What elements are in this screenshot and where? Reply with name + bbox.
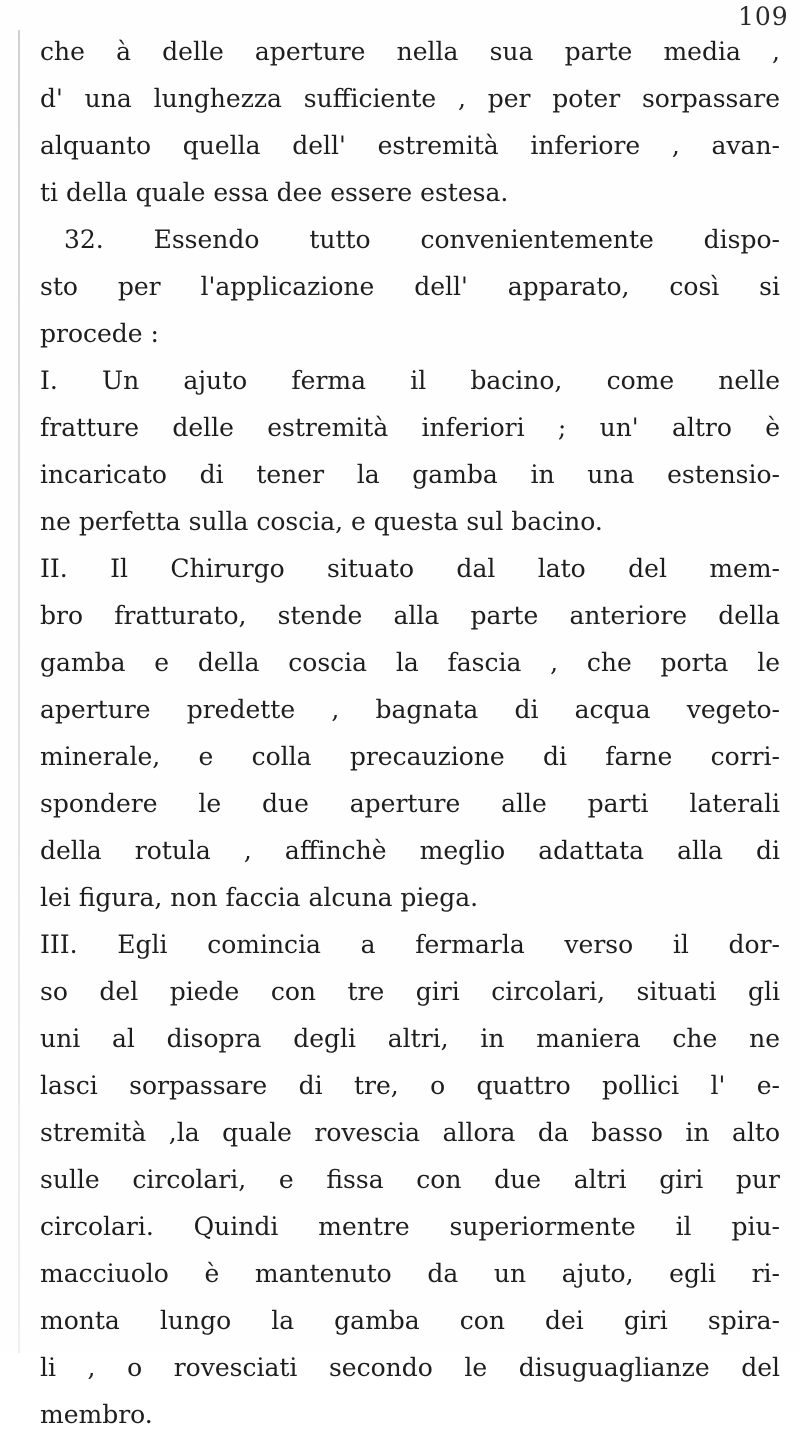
text-line: macciuolo è mantenuto da un ajuto, egli ri- [40, 1259, 780, 1288]
text-line: uni al disopra degli altri, in maniera che ne [40, 1024, 780, 1053]
text-line: membro. [40, 1400, 153, 1429]
paragraph-32-line: 32. Essendo tutto convenientemente dispo- [64, 225, 780, 254]
text-line: so del piede con tre giri circolari, situati gli [40, 977, 780, 1006]
text-line: d' una lunghezza sufficiente , per poter sorpassare [40, 84, 780, 113]
text-line: sulle circolari, e fissa con due altri giri pur [40, 1165, 780, 1194]
page-number: 109 [738, 2, 789, 31]
body-text [40, 28, 780, 1438]
text-line: gamba e della coscia la fascia , che porta le [40, 648, 780, 677]
text-line: li , o rovesciati secondo le disuguaglianze del [40, 1353, 780, 1382]
text-line: lei figura, non faccia alcuna piega. [40, 883, 479, 912]
text-line: lasci sorpassare di tre, o quattro pollici l' e- [40, 1071, 780, 1100]
text-line: della rotula , affinchè meglio adattata alla di [40, 836, 780, 865]
text-line: alquanto quella dell' estremità inferiore , avan- [40, 131, 780, 160]
text-line: incaricato di tener la gamba in una estensio- [40, 460, 780, 489]
text-line: procede : [40, 319, 159, 348]
text-line: spondere le due aperture alle parti laterali [40, 789, 780, 818]
page-binding-edge [18, 30, 20, 1353]
text-line: minerale, e colla precauzione di farne corri- [40, 742, 780, 771]
text-line: ti della quale essa dee essere estesa. [40, 178, 509, 207]
text-line: ne perfetta sulla coscia, e questa sul bacino. [40, 507, 603, 536]
text-line: che à delle aperture nella sua parte media , [40, 37, 780, 66]
text-line: sto per l'applicazione dell' apparato, così si [40, 272, 780, 301]
text-line: circolari. Quindi mentre superiormente il piu- [40, 1212, 780, 1241]
text-line: monta lungo la gamba con dei giri spira- [40, 1306, 780, 1335]
text-line: aperture predette , bagnata di acqua vegeto- [40, 695, 780, 724]
item-II-line: II. Il Chirurgo situato dal lato del mem- [40, 554, 780, 583]
text-line: stremità ,la quale rovescia allora da basso in alto [40, 1118, 780, 1147]
item-I-line: I. Un ajuto ferma il bacino, come nelle [40, 366, 780, 395]
item-III-line: III. Egli comincia a fermarla verso il dor- [40, 930, 780, 959]
text-line: fratture delle estremità inferiori ; un' altro è [40, 413, 780, 442]
text-line: bro fratturato, stende alla parte anteriore della [40, 601, 780, 630]
